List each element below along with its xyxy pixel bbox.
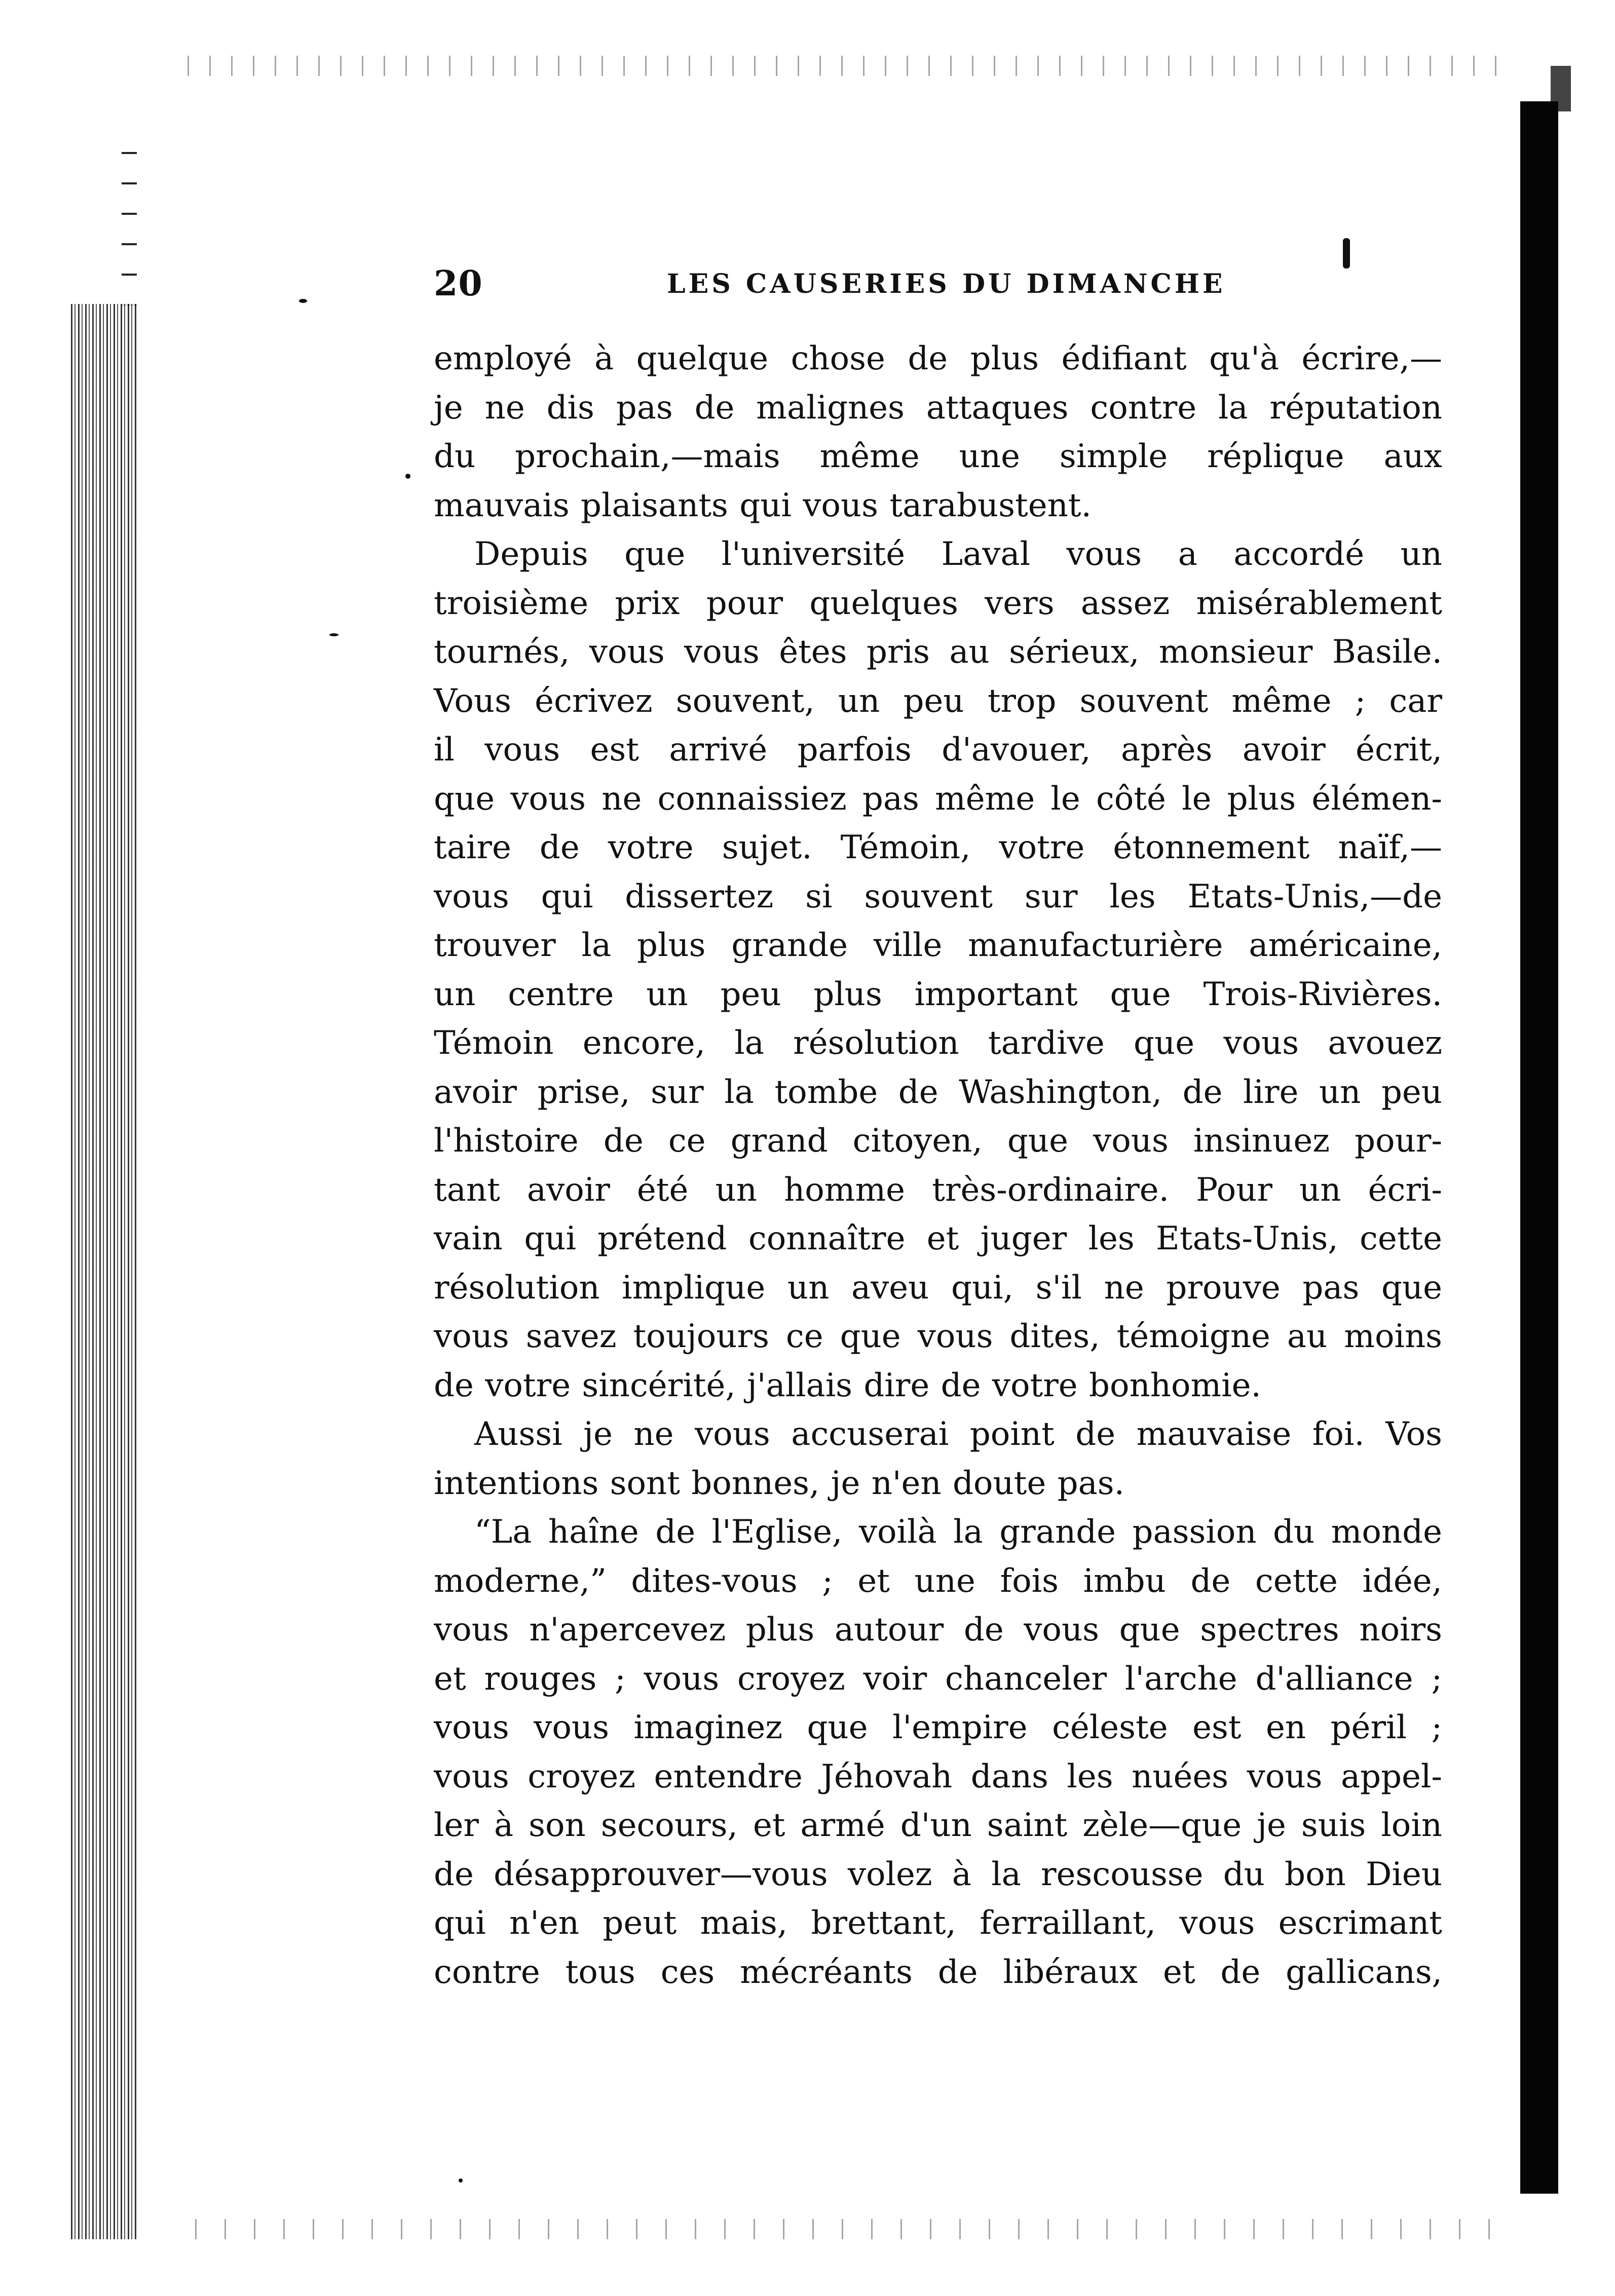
scan-noise-top	[167, 56, 1510, 76]
paragraph	[434, 1410, 1442, 1508]
scan-edge-marks	[122, 152, 137, 314]
text-line: Depuis que l'université Laval vous a accordé un	[474, 535, 1442, 573]
text-line: troisième prix pour quelques vers assez misérablement	[434, 584, 1442, 622]
scan-right-edge	[1520, 101, 1558, 2194]
ink-speck	[459, 2178, 463, 2183]
text-line: un centre un peu plus important que Trois-Rivières.	[434, 975, 1442, 1013]
text-line: l'histoire de ce grand citoyen, que vous insinuez pour-	[434, 1122, 1442, 1160]
ink-speck	[329, 633, 339, 636]
text-line: tournés, vous vous êtes pris au sérieux, monsieur Basile.	[434, 633, 1442, 671]
text-line: que vous ne connaissiez pas même le côté le plus élémen-	[434, 780, 1442, 818]
ink-speck	[405, 474, 410, 479]
ink-speck	[299, 299, 307, 303]
text-line: vous n'apercevez plus autour de vous que spectres noirs	[434, 1611, 1442, 1649]
text-line: vain qui prétend connaître et juger les Etats-Unis, cette	[434, 1220, 1442, 1257]
text-line: du prochain,—mais même une simple réplique aux	[434, 438, 1442, 475]
text-line: tant avoir été un homme très-ordinaire. Pour un écri-	[434, 1171, 1442, 1209]
text-line: qui n'en peut mais, brettant, ferraillant, vous escrimant	[434, 1904, 1442, 1942]
text-line: contre tous ces mécréants de libéraux et de gallicans,	[434, 1953, 1442, 1991]
page-header	[434, 263, 1442, 309]
running-head: LES CAUSERIES DU DIMANCHE	[667, 269, 1226, 299]
paragraph	[434, 1508, 1442, 1997]
text-line: avoir prise, sur la tombe de Washington, de lire un peu	[434, 1073, 1442, 1111]
text-line: ler à son secours, et armé d'un saint zèle—que je suis loin	[434, 1807, 1442, 1844]
paragraph	[434, 530, 1442, 1410]
text-line: vous savez toujours ce que vous dites, témoigne au moins	[434, 1318, 1442, 1355]
text-line: résolution implique un aveu qui, s'il ne prouve pas que	[434, 1269, 1442, 1307]
text-line: mauvais plaisants qui vous tarabustent.	[434, 486, 1092, 524]
text-line: employé à quelque chose de plus édifiant qu'à écrire,—	[434, 340, 1442, 377]
text-line: taire de votre sujet. Témoin, votre étonnement naïf,—	[434, 829, 1442, 866]
text-line: Témoin encore, la résolution tardive que vous avouez	[434, 1024, 1442, 1062]
text-line: intentions sont bonnes, je n'en doute pas.	[434, 1464, 1124, 1502]
text-line: vous vous imaginez que l'empire céleste est en péril ;	[434, 1709, 1442, 1746]
text-line: vous croyez entendre Jéhovah dans les nuées vous appel-	[434, 1757, 1442, 1795]
paragraph	[434, 334, 1442, 530]
text-line: Vous écrivez souvent, un peu trop souvent même ; car	[434, 682, 1442, 720]
text-line: de désapprouver—vous volez à la rescousse du bon Dieu	[434, 1855, 1442, 1893]
body-text	[434, 334, 1442, 1997]
text-line: “La haîne de l'Eglise, voilà la grande passion du monde	[474, 1513, 1442, 1551]
text-line: Aussi je ne vous accuserai point de mauvaise foi. Vos	[474, 1415, 1442, 1453]
page-number: 20	[434, 263, 483, 304]
text-line: trouver la plus grande ville manufacturière américaine,	[434, 927, 1442, 964]
text-line: moderne,” dites-vous ; et une fois imbu de cette idée,	[434, 1562, 1442, 1600]
scan-noise-bottom	[167, 2219, 1510, 2239]
text-line: il vous est arrivé parfois d'avouer, après avoir écrit,	[434, 731, 1442, 769]
text-line: de votre sincérité, j'allais dire de votre bonhomie.	[434, 1366, 1261, 1404]
text-line: et rouges ; vous croyez voir chanceler l'arche d'alliance ;	[434, 1660, 1442, 1698]
text-line: je ne dis pas de malignes attaques contre la réputation	[434, 389, 1442, 427]
scan-left-edge	[71, 304, 137, 2239]
text-line: vous qui dissertez si souvent sur les Etats-Unis,—de	[434, 877, 1442, 915]
